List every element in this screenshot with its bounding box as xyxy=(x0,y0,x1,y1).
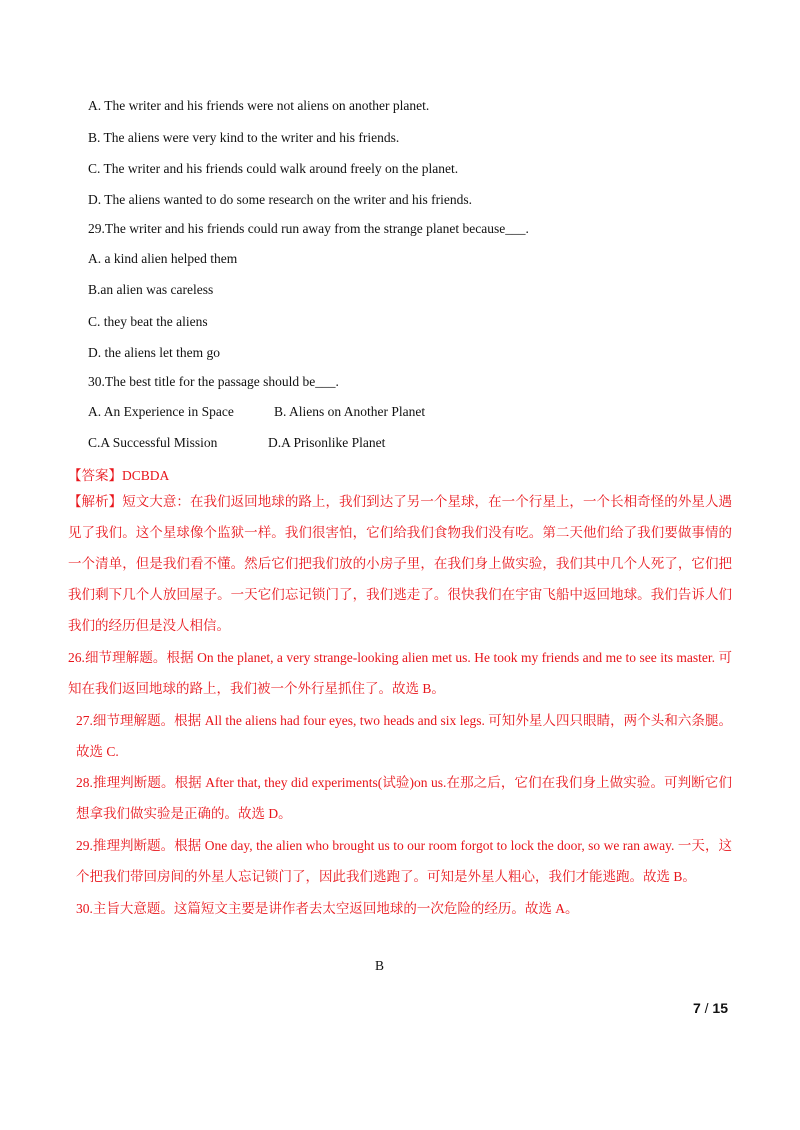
analysis-item-26: 26.细节理解题。根据 On the planet, a very strange-looking alien met us. He took my friends and me to see its master. 可知在我们返回地球的路上，我们被一个外行星抓住了。故选 B。 xyxy=(68,650,732,696)
q30-option-a: A. An Experience in Space xyxy=(88,404,234,419)
page-number-separator: / xyxy=(704,1000,709,1016)
q28-option-c: C. The writer and his friends could walk around freely on the planet. xyxy=(88,161,459,176)
analysis-summary: 【解析】短文大意：在我们返回地球的路上，我们到达了另一个星球，在一个行星上，一个长相奇怪的外星人遇见了我们。这个星球像个监狱一样。我们很害怕，它们给我们食物我们没有吃。第二天他们给了我们要做事情的一个清单，但是我们看不懂。然后它们把我们放的小房子里，在我们身上做实验，我们其中几个人死了，它们把我们剩下几个人放回屋子。一天它们忘记锁门了，我们逃走了。很快我们在宇宙飞船中返回地球。我们告诉人们我们的经历但是没人相信。 xyxy=(68,494,732,633)
q28-option-b: B. The aliens were very kind to the writer and his friends. xyxy=(88,130,400,145)
q30-stem: 30.The best title for the passage should be___. xyxy=(88,374,339,389)
analysis-item-28: 28.推理判断题。根据 After that, they did experiments(试验)on us.在那之后，它们在我们身上做实验。可判断它们想拿我们做实验是正确的。故选 D。 xyxy=(76,775,732,821)
page-number-current: 7 xyxy=(692,1000,701,1016)
page-number-total: 15 xyxy=(712,1000,728,1016)
section-label: B xyxy=(375,958,385,973)
analysis-item-29: 29.推理判断题。根据 One day, the alien who brought us to our room forgot to lock the door, so we ran away. 一天，这个把我们带回房间的外星人忘记锁门了，因此我们逃跑了。可知是外星人粗心，我们才能逃跑。故选 B。 xyxy=(76,838,732,884)
q30-option-d: D.A Prisonlike Planet xyxy=(268,435,386,450)
answer-key: 【答案】DCBDA xyxy=(68,468,170,483)
q29-option-b: B.an alien was careless xyxy=(88,282,214,297)
analysis-item-27: 27.细节理解题。根据 All the aliens had four eyes, two heads and six legs. 可知外星人四只眼睛，两个头和六条腿。故选 C. xyxy=(76,713,732,759)
q30-option-c: C.A Successful Mission xyxy=(88,435,218,450)
q29-stem: 29.The writer and his friends could run away from the strange planet because___. xyxy=(88,221,529,236)
q29-option-a: A. a kind alien helped them xyxy=(88,251,238,266)
q29-option-d: D. the aliens let them go xyxy=(88,345,220,360)
q29-option-c: C. they beat the aliens xyxy=(88,314,208,329)
q28-option-d: D. The aliens wanted to do some research on the writer and his friends. xyxy=(88,192,473,207)
q30-option-b: B. Aliens on Another Planet xyxy=(274,404,426,419)
q28-option-a: A. The writer and his friends were not aliens on another planet. xyxy=(88,98,430,113)
analysis-item-30: 30.主旨大意题。这篇短文主要是讲作者去太空返回地球的一次危险的经历。故选 A。 xyxy=(76,901,579,916)
page-number xyxy=(693,1000,728,1016)
